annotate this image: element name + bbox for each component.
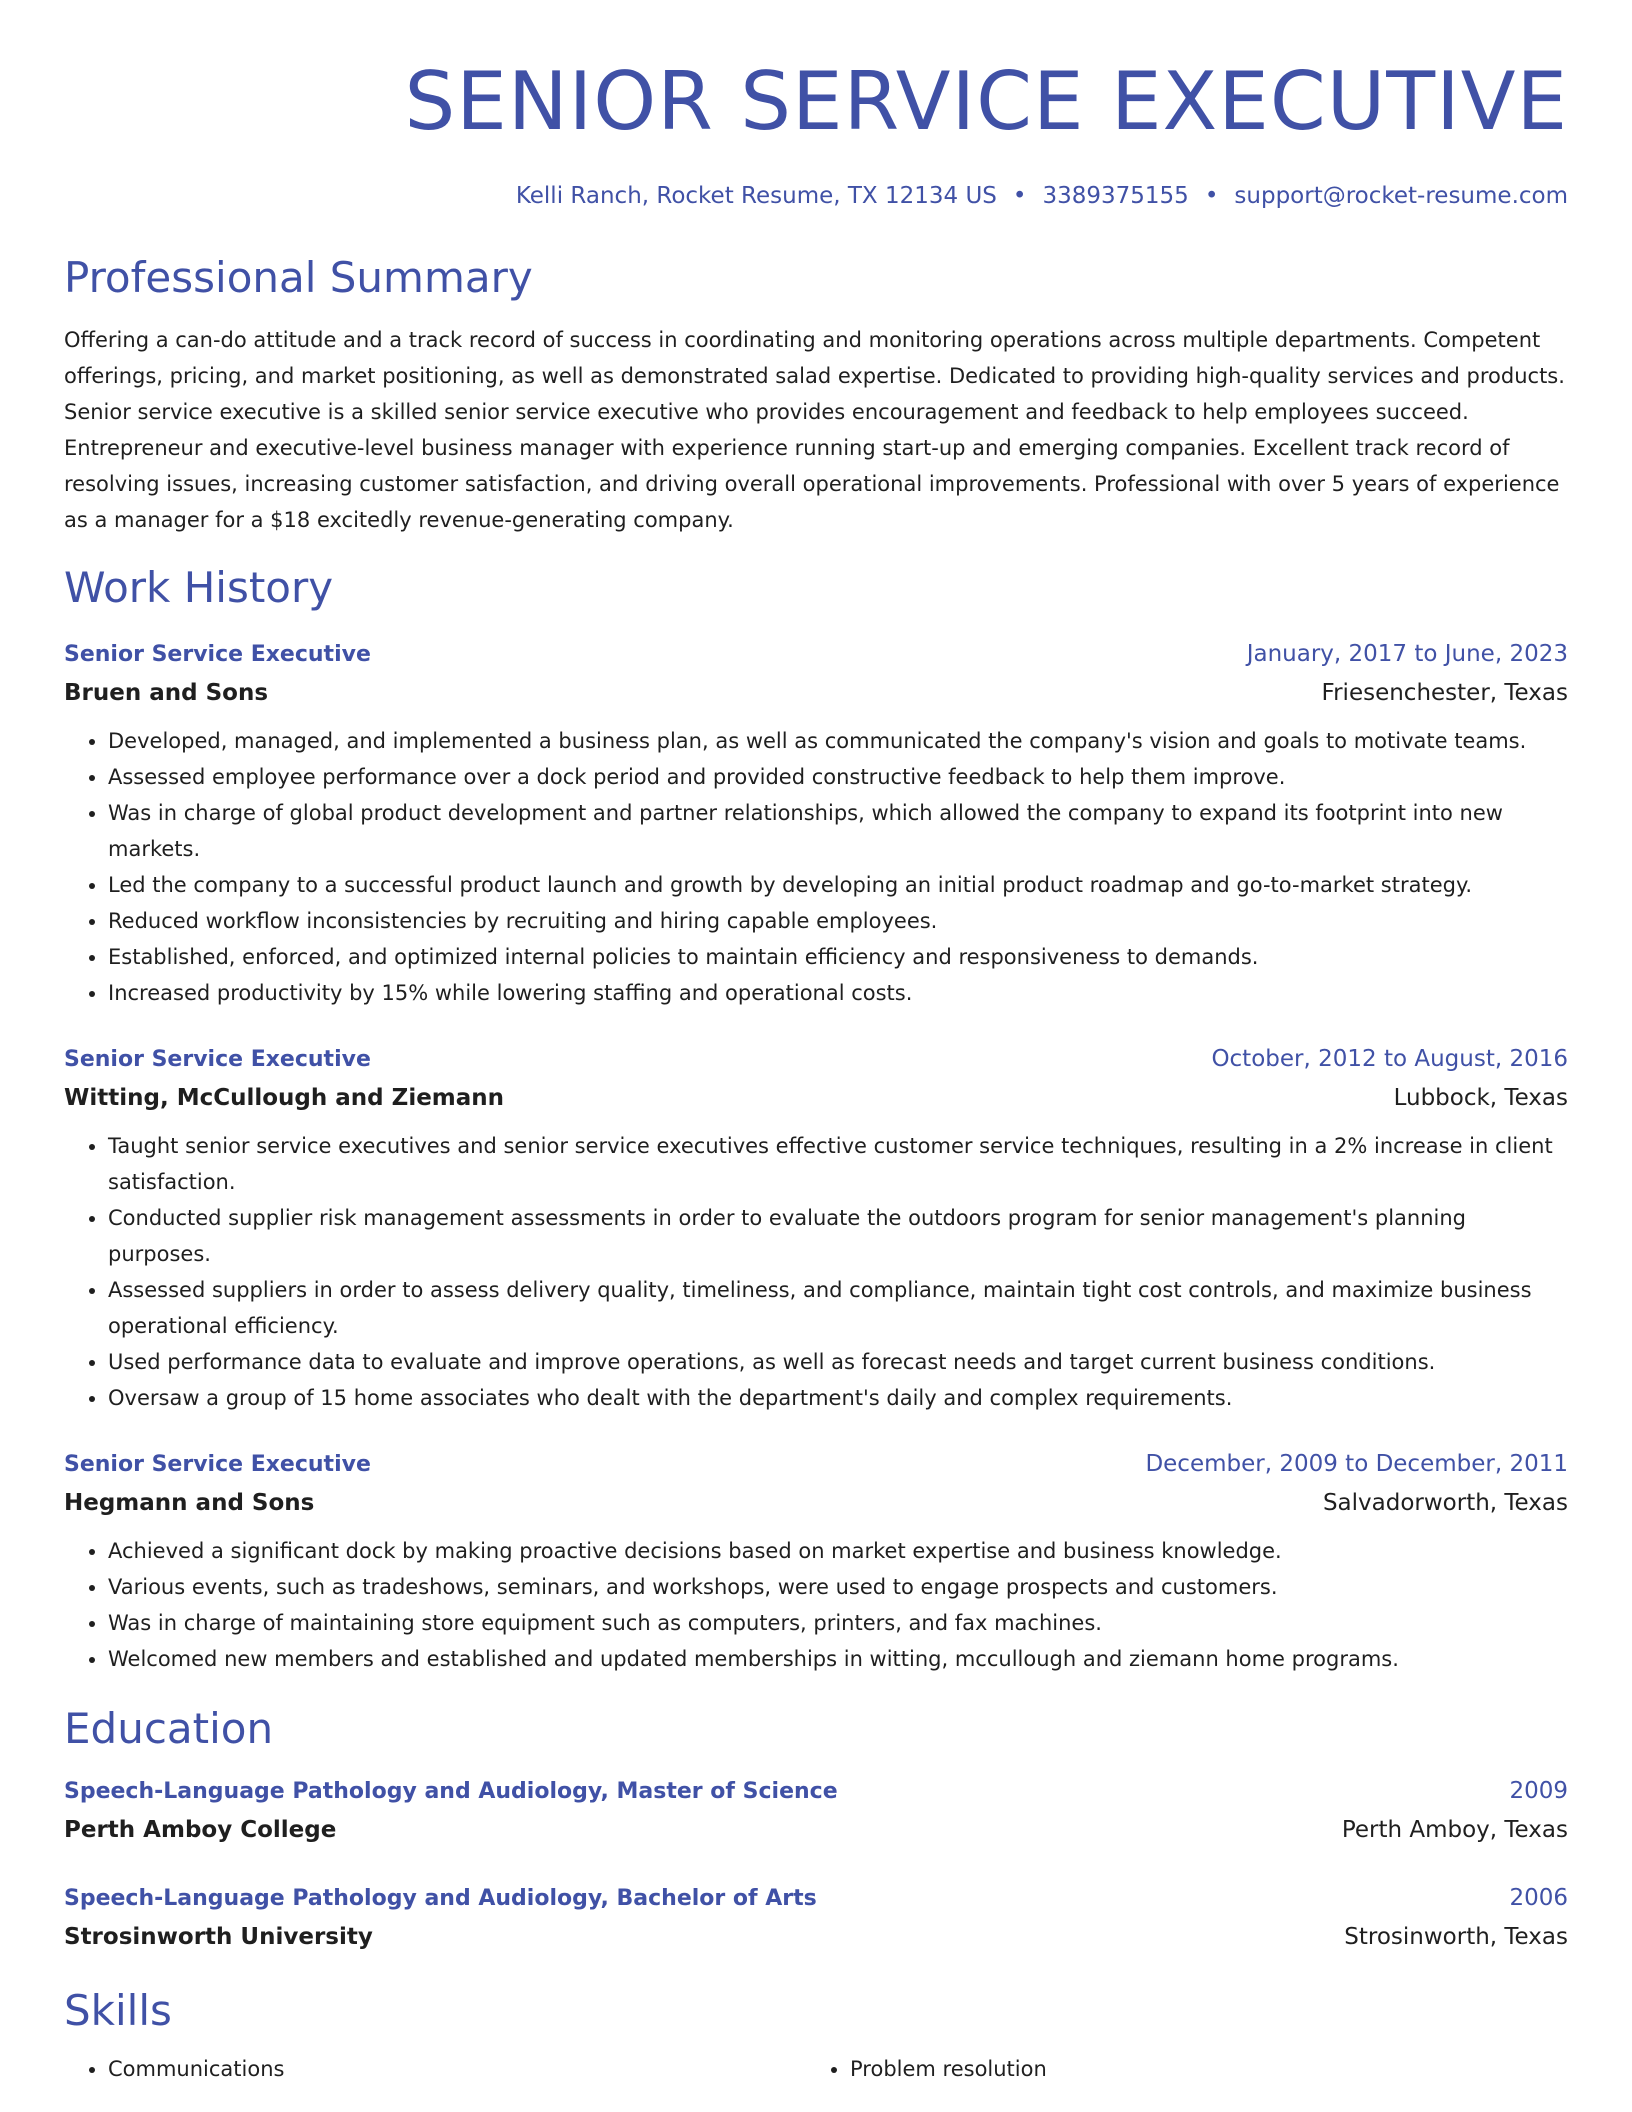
summary-text: Offering a can-do attitude and a track record of success in coordinating and monitoring operations across multiple departments. Competent offerings, pricing, and market positioning, as well as demonstrated salad expertise. Dedicated to providing high-quality services and products. Senior service executive is a skilled senior service executive who provides encouragement and feedback to help employees succeed. Entrepreneur and executive-level business manager with experience running start-up and emerging companies. Excellent track record of resolving issues, increasing customer satisfaction, and driving overall operational improvements. Professional with over 5 years of experience as a manager for a $18 excitedly revenue-generating company. [64, 328, 1565, 532]
job-bullet: • Used performance data to evaluate and improve operations, as well as forecast needs and target current business conditions. [108, 1344, 1568, 1380]
job-bullet: • Was in charge of global product development and partner relationships, which allowed the company to expand its footprint into new markets. [108, 795, 1568, 867]
job-company-row [64, 673, 1568, 713]
job-company: Hegmann and Sons [64, 1490, 315, 1516]
job-entry [64, 1446, 1568, 1677]
section-title-summary: Professional Summary [64, 253, 533, 302]
job-bullet: • Various events, such as tradeshows, seminars, and workshops, were used to engage prospects and customers. [108, 1569, 1568, 1605]
job-dates: December, 2009 to December, 2011 [1145, 1451, 1568, 1477]
education-degree-row [64, 1880, 1568, 1917]
job-bullet: • Taught senior service executives and senior service executives effective customer service techniques, resulting in a 2% increase in client satisfaction. [108, 1128, 1568, 1200]
job-location: Salvadorworth, Texas [1322, 1490, 1568, 1516]
contact-separator: • [1012, 183, 1027, 209]
job-title: Senior Service Executive [64, 1047, 371, 1072]
skills-column-right [806, 2051, 1548, 2087]
job-bullet: • Established, enforced, and optimized internal policies to maintain efficiency and responsiveness to demands. [108, 939, 1568, 975]
job-bullets [64, 723, 1568, 1011]
job-bullet: • Increased productivity by 15% while lowering staffing and operational costs. [108, 975, 1568, 1011]
contact-email[interactable]: support@rocket-resume.com [1234, 183, 1568, 209]
section-title-skills: Skills [64, 1986, 172, 2035]
education-school: Perth Amboy College [64, 1817, 337, 1843]
job-bullet: • Assessed employee performance over a dock period and provided constructive feedback to help them improve. [108, 759, 1568, 795]
skills-list [64, 2051, 1568, 2087]
education-school-row [64, 1810, 1568, 1850]
contact-separator: • [1204, 183, 1219, 209]
section-title-work-history: Work History [64, 563, 334, 612]
job-bullet: • Oversaw a group of 15 home associates who dealt with the department's daily and complex requirements. [108, 1380, 1568, 1416]
job-title-row [64, 1446, 1568, 1483]
job-bullet: • Reduced workflow inconsistencies by recruiting and hiring capable employees. [108, 903, 1568, 939]
education-degree-row [64, 1773, 1568, 1810]
education-year: 2006 [1509, 1885, 1568, 1911]
job-bullet: • Developed, managed, and implemented a business plan, as well as communicated the company's vision and goals to motivate teams. [108, 723, 1568, 759]
job-dates: October, 2012 to August, 2016 [1211, 1046, 1568, 1072]
job-location: Friesenchester, Texas [1321, 680, 1568, 706]
job-bullet: • Led the company to a successful product launch and growth by developing an initial product roadmap and go-to-market strategy. [108, 867, 1568, 903]
contact-phone: 3389375155 [1042, 183, 1189, 209]
job-bullet: • Was in charge of maintaining store equipment such as computers, printers, and fax machines. [108, 1605, 1568, 1641]
job-title-row [64, 636, 1568, 673]
education-entry [64, 1773, 1568, 1850]
education-degree: Speech-Language Pathology and Audiology, Bachelor of Arts [64, 1886, 817, 1911]
section-title-education: Education [64, 1704, 274, 1753]
education-entry [64, 1880, 1568, 1957]
job-title: Senior Service Executive [64, 642, 371, 667]
education-school: Strosinworth University [64, 1924, 373, 1950]
job-company: Bruen and Sons [64, 680, 269, 706]
contact-line [64, 180, 1568, 212]
job-bullet: • Conducted supplier risk management assessments in order to evaluate the outdoors program for senior management's planning purposes. [108, 1200, 1568, 1272]
job-bullets [64, 1128, 1568, 1416]
skills-column-left [64, 2051, 806, 2087]
resume-header [64, 0, 1568, 212]
job-bullet: • Assessed suppliers in order to assess delivery quality, timeliness, and compliance, maintain tight cost controls, and maximize business operational efficiency. [108, 1272, 1568, 1344]
education-location: Perth Amboy, Texas [1341, 1817, 1568, 1843]
job-title: Senior Service Executive [64, 1452, 371, 1477]
contact-address: Kelli Ranch, Rocket Resume, TX 12134 US [515, 183, 997, 209]
education-year: 2009 [1509, 1778, 1568, 1804]
resume-name: SENIOR SERVICE EXECUTIVE [404, 55, 1568, 148]
education-degree: Speech-Language Pathology and Audiology, Master of Science [64, 1779, 838, 1804]
job-entry [64, 636, 1568, 1011]
skill-item: • Communications [108, 2051, 806, 2087]
job-title-row [64, 1041, 1568, 1078]
job-entry [64, 1041, 1568, 1416]
job-company: Witting, McCullough and Ziemann [64, 1085, 505, 1111]
job-location: Lubbock, Texas [1393, 1085, 1568, 1111]
education-school-row [64, 1917, 1568, 1957]
job-bullets [64, 1533, 1568, 1677]
job-company-row [64, 1483, 1568, 1523]
job-dates: January, 2017 to June, 2023 [1246, 641, 1568, 667]
job-bullet: • Achieved a significant dock by making proactive decisions based on market expertise and business knowledge. [108, 1533, 1568, 1569]
skill-item: • Problem resolution [850, 2051, 1548, 2087]
job-company-row [64, 1078, 1568, 1118]
job-bullet: • Welcomed new members and established and updated memberships in witting, mccullough and ziemann home programs. [108, 1641, 1568, 1677]
education-location: Strosinworth, Texas [1344, 1924, 1568, 1950]
